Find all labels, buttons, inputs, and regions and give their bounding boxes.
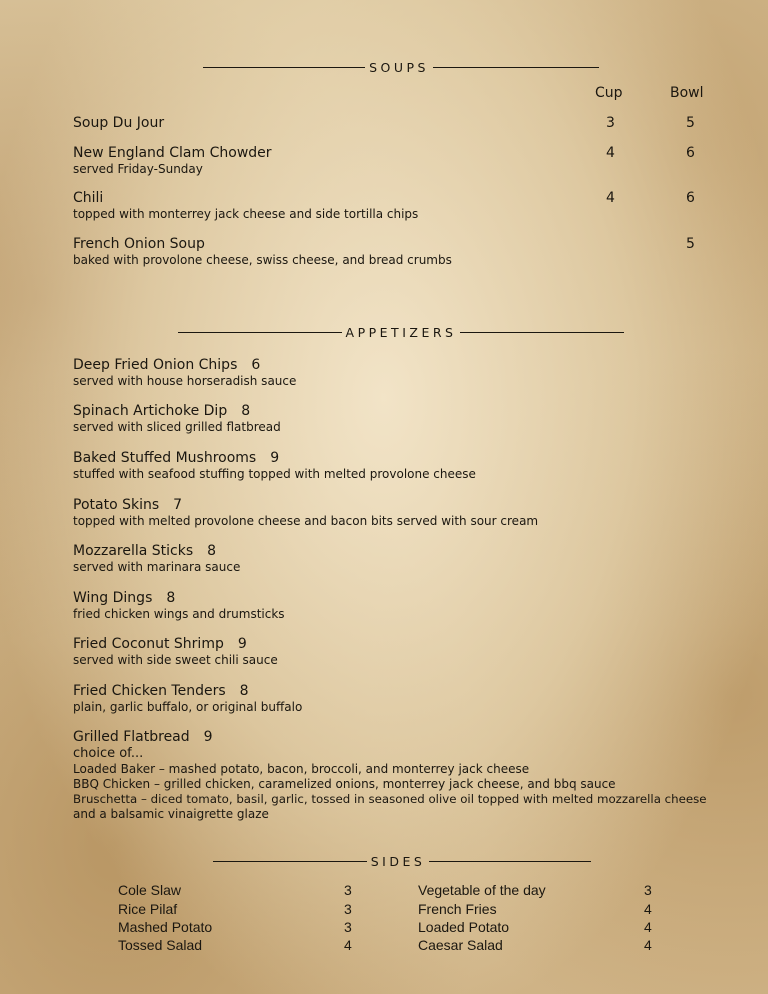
side-price: 4 [644,919,652,935]
side-name: Rice Pilaf [118,901,178,917]
flatbread-option: BBQ Chicken – grilled chicken, caramelized onions, monterrey jack cheese, and bbq sauce [73,777,616,791]
side-price: 3 [344,919,352,935]
side-price: 3 [344,882,352,898]
appetizer-name: Fried Coconut Shrimp [73,636,224,652]
appetizer-item [73,543,240,575]
side-name: Vegetable of the day [418,882,546,898]
soup-cup-price: 3 [606,115,615,131]
soup-description: topped with monterrey jack cheese and side tortilla chips [73,207,419,221]
flatbread-option: Loaded Baker – mashed potato, bacon, broccoli, and monterrey jack cheese [73,762,530,776]
soup-bowl-price: 6 [686,190,695,206]
soup-description: served Friday-Sunday [73,162,203,176]
side-name: Tossed Salad [118,937,203,953]
soup-item [73,115,164,132]
appetizer-name: Grilled Flatbread [73,729,190,745]
appetizer-description: stuffed with seafood stuffing topped with melted provolone cheese [73,467,476,481]
side-name: Cole Slaw [118,882,182,898]
header-rule-right [460,332,624,333]
side-price: 3 [644,882,652,898]
soup-name: Chili [73,190,104,206]
appetizer-name: Fried Chicken Tenders [73,683,226,699]
soups-header [203,60,599,75]
side-price: 4 [644,937,652,953]
appetizer-description: plain, garlic buffalo, or original buffalo [73,700,303,714]
soup-cup-price: 4 [606,145,615,161]
soup-item [73,236,452,268]
appetizer-description: served with marinara sauce [73,560,241,574]
soup-description: baked with provolone cheese, swiss cheese, and bread crumbs [73,253,452,267]
appetizer-name: Deep Fried Onion Chips [73,357,238,373]
soup-item [73,190,418,222]
header-rule-right [433,67,599,68]
appetizer-description: served with side sweet chili sauce [73,653,278,667]
side-name: Mashed Potato [118,919,213,935]
soup-name: French Onion Soup [73,236,205,252]
appetizer-description: served with house horseradish sauce [73,374,297,388]
appetizer-item [73,403,281,435]
header-rule-left [178,332,342,333]
appetizer-price: 9 [237,636,247,652]
appetizer-price: 9 [270,450,280,466]
soup-name: New England Clam Chowder [73,145,272,161]
soup-name: Soup Du Jour [73,115,165,131]
header-rule-right [429,861,591,862]
appetizer-item [73,590,285,622]
appetizer-price: 6 [251,357,261,373]
appetizer-name: Mozzarella Sticks [73,543,194,559]
flatbread-intro: choice of... [73,746,144,761]
appetizer-price: 8 [166,590,176,606]
sides-header [213,854,591,869]
side-name: Loaded Potato [418,919,510,935]
appetizers-header-label: APPETIZERS [345,325,457,340]
soup-item [73,145,272,177]
appetizer-item [73,636,278,668]
side-name: French Fries [418,901,497,917]
header-rule-left [213,861,367,862]
appetizer-item [73,357,296,389]
appetizer-description: served with sliced grilled flatbread [73,420,281,434]
side-price: 3 [344,901,352,917]
side-price: 4 [344,937,352,953]
soups-header-label: SOUPS [369,60,429,75]
flatbread-item [73,729,707,822]
appetizer-item [73,450,476,482]
appetizers-header [178,325,624,340]
appetizer-description: fried chicken wings and drumsticks [73,607,285,621]
appetizer-name: Spinach Artichoke Dip [73,403,228,419]
appetizer-price: 8 [207,543,217,559]
cup-column-header: Cup [595,85,623,101]
soup-bowl-price: 5 [686,236,695,252]
appetizer-name: Wing Dings [73,590,153,606]
appetizer-name: Potato Skins [73,497,160,513]
appetizer-item [73,497,538,529]
appetizer-price: 7 [173,497,183,513]
appetizer-name: Baked Stuffed Mushrooms [73,450,257,466]
side-name: Caesar Salad [418,937,503,953]
appetizer-item [73,683,302,715]
side-price: 4 [644,901,652,917]
appetizer-price: 9 [203,729,213,745]
appetizer-description: topped with melted provolone cheese and bacon bits served with sour cream [73,514,539,528]
appetizer-price: 8 [239,683,249,699]
bowl-column-header: Bowl [670,85,704,101]
soup-cup-price: 4 [606,190,615,206]
flatbread-option: and a balsamic vinaigrette glaze [73,807,269,821]
flatbread-option: Bruschetta – diced tomato, basil, garlic, tossed in seasoned olive oil topped with melted mozzarella cheese [73,792,707,806]
soup-bowl-price: 5 [686,115,695,131]
soup-bowl-price: 6 [686,145,695,161]
appetizer-price: 8 [241,403,251,419]
sides-header-label: SIDES [370,854,426,869]
header-rule-left [203,67,365,68]
